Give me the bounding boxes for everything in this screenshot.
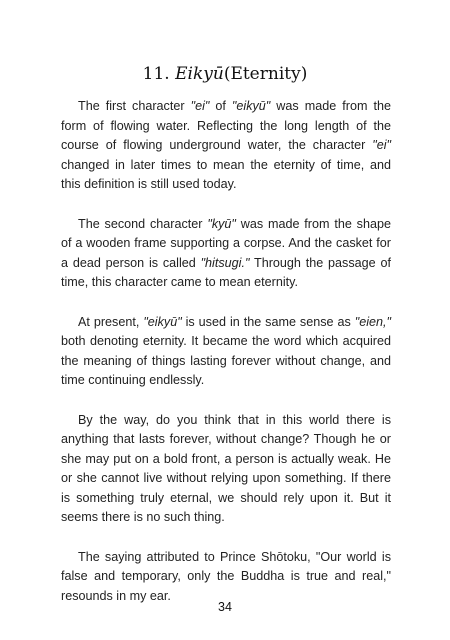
section-number: 11. (142, 64, 170, 84)
paragraph-5: The saying attributed to Prince Shōtoku, "Our world is false and temporary, only the Buddha is true and real," resounds in my ear. (61, 549, 391, 603)
section-subtitle: (Eternity) (223, 64, 308, 84)
paragraph-3: At present, "eikyū" is used in the same sense as "eien," both denoting eternity. It became the word which acquired the meaning of things lasting forever without change, and time continuing endlessly. (61, 314, 391, 388)
page-number: 34 (218, 600, 232, 614)
section-term: Eikyū (175, 64, 224, 84)
paragraph-2: The second character "kyū" was made from the shape of a wooden frame supporting a corpse. And the casket for a dead person is called "hitsugi." Through the passage of time, this character came to mean eternity. (61, 216, 392, 290)
paragraph-4: By the way, do you think that in this world there is anything that lasts forever, without change? Though he or she may put on a bold front, a person is actually weak. He or she cannot live without relying upon something. If there is something truly eternal, we should rely upon it. But it seems there is no such thing. (61, 412, 391, 525)
body-text (61, 97, 391, 606)
paragraph-1: The first character "ei" of "eikyū" was made from the form of flowing water. Reflecting the long length of the course of flowing underground water, the character "ei" changed in later times to mean the eternity of time, and this definition is still used today. (61, 99, 391, 192)
page-title (0, 63, 450, 85)
